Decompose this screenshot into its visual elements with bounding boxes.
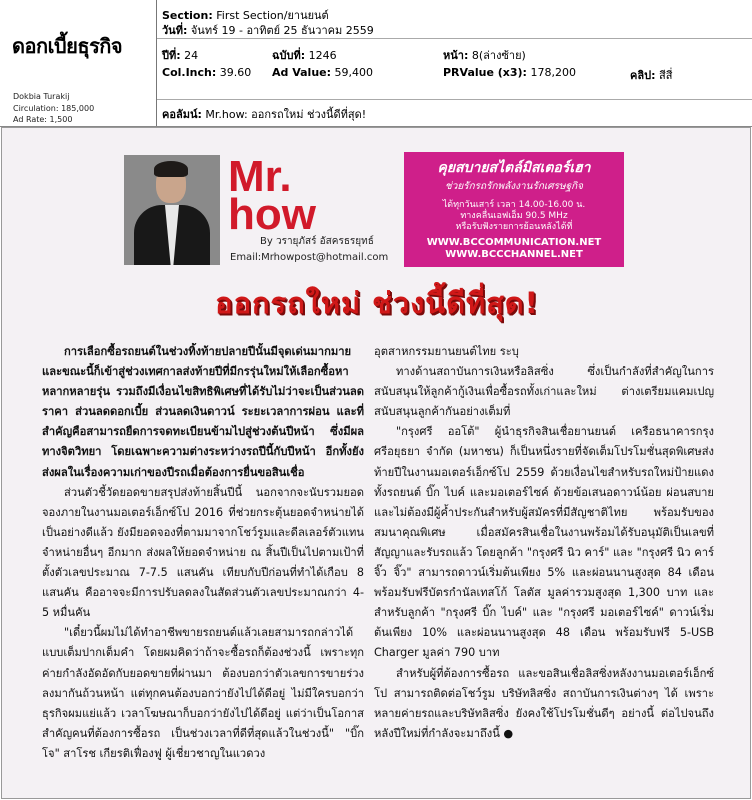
author-email: Email:Mrhowpost@hotmail.com xyxy=(230,252,389,263)
ad-rate: Ad Rate: 1,500 xyxy=(13,115,73,124)
article-lead-paragraph: การเลือกซื้อรถยนต์ในช่วงทิ้งท้ายปลายปีนั้นมีจุดเด่นมากมาย และขณะนี้ก็เข้าสู่ช่วงเทศกาลส่งท้ายปีที่มีกรรุ่นใหม่ให้เลือกซื้อหาหลากหลายรุ่น รวมถึงมีเงื่อนไขสิทธิพิเศษที่ได้รับไม่ว่าจะเป็นส่วนลดราคา ส่วนลดดอกเบี้ย ส่วนลดเงินดาวน์ ระยะเวลาการผ่อน และที่สำคัญคือสามารถยืดการจดทะเบียนข้ามไปสู่ช่วงต้นปีหน้า ซึ่งมีผลทางจิตวิทยา โดยเฉพาะความต่างระหว่างรถปีนี้กับปีหน้า อีกทั้งยังส่งผลในเรื่องความเก่าของปีรถเมื่อต้องการยื่นขอสินเชื่อ xyxy=(42,345,364,479)
prvalue-label: PRValue (x3): xyxy=(443,66,527,79)
date-value: จันทร์ 19 - อาทิตย์ 25 ธันวาคม 2559 xyxy=(190,24,374,37)
page-value: 8(ล่างซ้าย) xyxy=(471,49,526,62)
clip-value: สีสี่ xyxy=(658,69,673,82)
colinch-label: Col.Inch: xyxy=(162,66,217,79)
publication-logo: ดอกเบี้ยธุรกิจ xyxy=(12,34,123,58)
year-field xyxy=(162,46,198,64)
photo-hair xyxy=(154,161,188,177)
advalue-field xyxy=(272,66,373,79)
header-divider xyxy=(156,0,157,126)
article-paragraph: ทางด้านสถาบันการเงินหรือลิสซิ่ง ซึ่งเป็นกำลังที่สำคัญในการสนับสนุนให้ลูกค้ากู้เงินเพื่อซื้อรถทั้งเก่าและใหม่ ต่างเตรียมแคมเปญสนับสนุนลูกค้ากันอย่างเต็มที่ xyxy=(374,365,714,419)
issue-field xyxy=(272,46,337,64)
column-label: คอลัมน์: xyxy=(162,108,202,121)
year-value: 24 xyxy=(184,49,199,62)
columnist-photo xyxy=(124,155,220,265)
advalue-label: Ad Value: xyxy=(272,66,332,79)
prvalue-value: 178,200 xyxy=(530,66,576,79)
page-label: หน้า: xyxy=(443,49,469,62)
section-value: First Section/ยานยนต์ xyxy=(216,9,329,22)
column-field xyxy=(162,105,366,123)
issue-label: ฉบับที่: xyxy=(272,49,306,62)
promo-url-2: WWW.BCCCHANNEL.NET xyxy=(445,249,583,260)
clipping-header xyxy=(0,0,752,127)
promo-online: หรือรับฟังรายการย้อนหลังได้ที่ xyxy=(455,222,573,232)
article-paragraph: อุตสาหกรรมยานยนต์ไทย ระบุ xyxy=(374,345,519,358)
issue-value: 1246 xyxy=(308,49,337,62)
date-label: วันที่: xyxy=(162,24,188,37)
article-column-2 xyxy=(374,342,714,744)
column-title-line1: Mr. xyxy=(228,152,292,201)
promo-title: คุยสบายสไตล์มิสเตอร์เฮา xyxy=(437,160,591,176)
promo-station: ทางคลื่นเอฟเอ็ม 90.5 MHz xyxy=(460,211,568,221)
promo-schedule: ได้ทุกวันเสาร์ เวลา 14.00-16.00 น. xyxy=(442,200,586,210)
advalue-value: 59,400 xyxy=(334,66,374,79)
publication-english-name: Dokbia Turakij xyxy=(13,92,70,101)
article-paragraph: "เดี๋ยวนี้ผมไม่ได้ทำอาชีพขายรถยนต์แล้วเลยสามารถกล่าวได้แบบเต็มปากเต็มคำ โดยผมคิดว่าถ้าจะซื้อรถก็ต้องช่วงนี้ เพราะทุกค่ายกำลังอัดอัดกับยอดขายที่ผ่านมา ต้องบอกว่าตัวเลขการขายร่วงลงมากันถ้วนหน้า แต่ทุกคนต้องบอกว่ายังไปได้ดีอยู่ ไม่มีใครบอกว่าธุรกิจผมแย่แล้ว เวลาโฆษณาก็บอกว่ายังไปได้ดีอยู่ แต่ว่าเป็นโอกาสสำคัญคนที่ต้องการซื้อรถ เป็นช่วงเวลาที่ดีที่สุดแล้วในช่วงนี้" "บิ๊กโจ" สาโรช เกียรติเฟื่องฟู ผู้เชี่ยวชาญในแวดวง xyxy=(42,626,364,760)
column-value: Mr.how: ออกรถใหม่ ช่วงนี้ดีที่สุด! xyxy=(205,108,367,121)
circulation: Circulation: 185,000 xyxy=(13,104,95,113)
year-label: ปีที่: xyxy=(162,49,181,62)
section-label: Section: xyxy=(162,9,213,22)
header-rule xyxy=(157,99,752,100)
byline: By วรายุภัสร์ อัสครธรยุทธ์ xyxy=(260,236,374,247)
clip-label: คลิป: xyxy=(630,69,656,82)
article-paragraph: "กรุงศรี ออโต้" ผู้นำธุรกิจสินเชื่อยานยนต์ เครือธนาคารกรุงศรีอยุธยา จำกัด (มหาชน) ก็เป็นหนึ่งรายที่จัดเต็มโปรโมชั่นสุดพิเศษส่งท้ายปีในงานมอเตอร์เอ็กซ์โป 2559 ด้วยเงื่อนไขสำหรับรถใหม่ป้ายแดง ทั้งรถยนต์ บิ๊ก ไบค์ และมอเตอร์ไซค์ ด้วยข้อเสนอดาวน์น้อย ผ่อนสบาย และไม่ต้องมีผู้ค้ำประกันสำหรับผู้สมัครที่มีสัญชาติไทย พร้อมรับของสมนาคุณพิเศษ เมื่อสมัครสินเชื่อในงานพร้อมได้รับอนุมัติเป็นเลขที่สัญญาและรับรถแล้ว โดยลูกค้า "กรุงศรี นิว คาร์" และ "กรุงศรี นิว คาร์ จิ๊ว จิ๊ว" สามารถดาวน์เริ่มต้นเพียง 5% และผ่อนนานสูงสุด 84 เดือน พร้อมรับฟรีบัตรกำนัลเทสโก้ โลตัส มูลค่ารวมสูงสุด 1,300 บาท และสำหรับลูกค้า "กรุงศรี บิ๊ก ไบค์" และ "กรุงศรี มอเตอร์ไซค์" ดาวน์เริ่มต้นเพียง 10% และผ่อนนานสูงสุด 48 เดือน พร้อมรับฟรี 5-USB Charger มูลค่า 790 บาท xyxy=(374,425,714,660)
colinch-field xyxy=(162,66,251,79)
prvalue-field xyxy=(443,66,576,79)
promo-subtitle: ช่วยรักรถรักพลังงานรักเศรษฐกิจ xyxy=(444,181,584,192)
article-paragraph: สำหรับผู้ที่ต้องการซื้อรถ และขอสินเชื่อลิสซิ่งหลังงานมอเตอร์เอ็กซ์โป สามารถติดต่อโชว์รูม บริษัทลิสซิ่ง สถาบันการเงินต่างๆ ได้ เพราะหลายค่ายรถและบริษัทลิสซิ่ง ยังคงใช้โปรโมชั่นดีๆ อย่างนี้ ต่อไปจนถึงหลังปีใหม่ที่กำลังจะมาถึงนี้ ● xyxy=(374,666,714,740)
radio-promo-box xyxy=(404,152,624,267)
colinch-value: 39.60 xyxy=(219,66,252,79)
column-title-line2: how xyxy=(228,190,316,239)
article-paragraph: ส่วนตัวชี้วัดยอดขายสรุปส่งท้ายสิ้นปีนี้ นอกจากจะนับรวมยอดจองภายในงานมอเตอร์เอ็กซ์โป 2016 ที่ช่วยกระตุ้นยอดจำหน่ายได้เป็นอย่างดีแล้ว ยังมียอดจองที่ตามมาจากโชว์รูมและดีลเลอร์ตัวแทนจำหน่ายอื่นๆ อีกมาก ส่งผลให้ยอดจำหน่าย ณ สิ้นปีเป็นไปตามเป้าที่ตั้งตัวเลขประมาณ 7-7.5 แสนคัน เทียบกับปีก่อนที่ทำได้เกือบ 8 แสนคัน คืออาจจะมีการปรับลดลงในสัดส่วนตัวเลขประมาณกว่า 4-5 หมื่นคัน xyxy=(42,485,364,620)
promo-url-1: WWW.BCCOMMUNICATION.NET xyxy=(426,237,602,248)
page-field xyxy=(443,46,526,64)
article-column-1 xyxy=(42,342,364,764)
newspaper-clipping xyxy=(1,127,751,799)
clip-field xyxy=(630,66,672,84)
date-field xyxy=(162,21,374,39)
article-headline: ออกรถใหม่ ช่วงนี้ดีที่สุด! xyxy=(215,286,539,320)
